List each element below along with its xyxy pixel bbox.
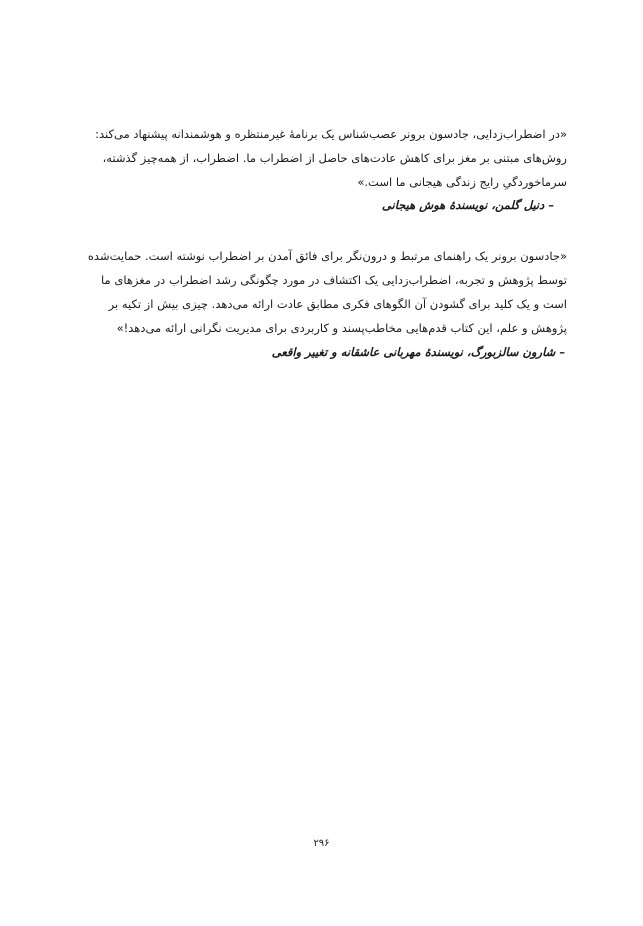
quote-line: پژوهش و علم، این کتاب قدم‌هایی مخاطب‌پسند و کاربردی برای مدیریت نگرانی ارائه می‌دهد!» bbox=[116, 321, 567, 335]
quote-line: سرماخوردگیِ رایج زندگی هیجانی ما است.» bbox=[357, 175, 567, 189]
quote-attribution-salzberg: – شارون سالزبورگ، نویسندهٔ مهربانی عاشقانه و تغییر واقعی bbox=[271, 345, 565, 359]
quote-attribution-goleman: – دنیل گلمن، نویسندهٔ هوش هیجانی bbox=[381, 198, 554, 212]
endorsement-quote-salzberg bbox=[78, 244, 567, 340]
quote-line: روش‌های مبتنی بر مغز برای کاهش عادت‌های حاصل از اضطراب ما. اضطراب، از همه‌چیز گذشته، bbox=[102, 151, 567, 165]
quote-line: «جادسون برونر یک راهنمای مرتبط و درون‌نگر برای فائق آمدن بر اضطراب نوشته است. حمایت‌شده bbox=[87, 249, 567, 263]
quote-line: «در اضطراب‌زدایی، جادسون برونر عصب‌شناس یک برنامهٔ غیرمنتظره و هوشمندانه پیشنهاد می‌کند: bbox=[95, 127, 567, 141]
quote-line: است و یک کلید برای گشودن آن الگوهای فکری مطابق عادت ارائه می‌دهد. چیزی بیش از تکیه بر bbox=[108, 297, 567, 311]
endorsement-quote-goleman bbox=[78, 122, 567, 194]
page-number: ۲۹۶ bbox=[313, 838, 330, 849]
quote-line: توسط پژوهش و تجربه، اضطراب‌زدایی یک اکتشاف در مورد چگونگی رشد اضطراب در مغزهای ما bbox=[101, 273, 567, 287]
